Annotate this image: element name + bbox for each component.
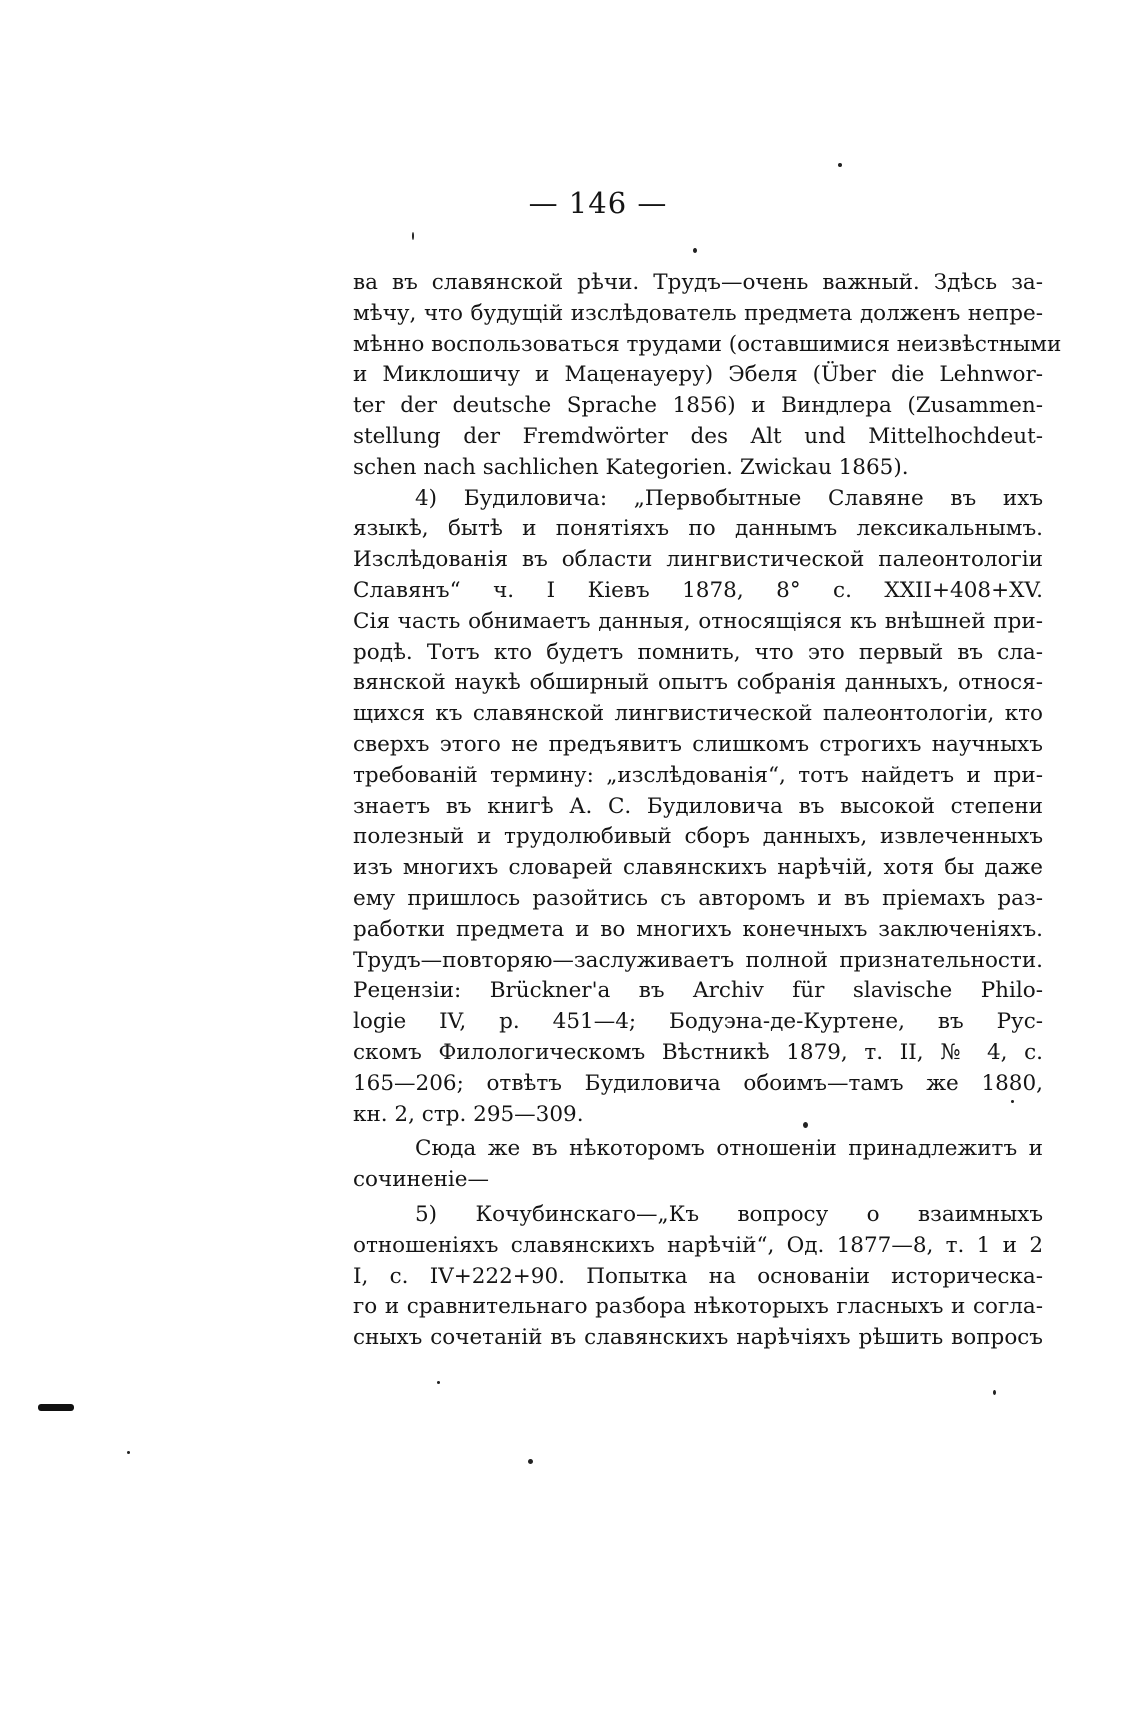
text-line: полезный и трудолюбивый сборъ данныхъ, извлеченныхъ bbox=[353, 824, 1043, 850]
text-line: Славянъ“ ч. I Кіевъ 1878, 8° с. XXII+408+XV. bbox=[353, 577, 1043, 603]
scan-speck bbox=[528, 1459, 533, 1464]
text-line: ему пришлось разойтись съ авторомъ и въ пріемахъ раз- bbox=[353, 885, 1043, 911]
text-line: Сія часть обнимаетъ данныя, относящіяся къ внѣшней при- bbox=[353, 608, 1043, 634]
text-line: вянской наукѣ обширный опытъ собранія данныхъ, относя- bbox=[353, 670, 1043, 696]
text-line: ва въ славянской рѣчи. Трудъ—очень важный. Здѣсь за- bbox=[353, 270, 1043, 295]
scan-speck bbox=[993, 1390, 996, 1395]
text-line: Изслѣдованія въ области лингвистической палеонтологіи bbox=[353, 547, 1043, 573]
text-line: языкѣ, бытѣ и понятіяхъ по даннымъ лексикальнымъ. bbox=[353, 516, 1043, 542]
text-line: 165—206; отвѣтъ Будиловича обоимъ—тамъ же 1880, bbox=[353, 1070, 1043, 1096]
scan-speck bbox=[437, 1381, 440, 1384]
text-line: Трудъ—повторяю—заслуживаетъ полной признательности. bbox=[353, 947, 1043, 973]
text-line: родѣ. Тотъ кто будетъ помнить, что это первый въ сла- bbox=[353, 639, 1043, 665]
text-line: stellung der Fremdwörter des Alt und Mittelhochdeut- bbox=[353, 423, 1043, 449]
text-line: изъ многихъ словарей славянскихъ нарѣчій, хотя бы даже bbox=[353, 855, 1043, 881]
page-number: — 146 — bbox=[528, 186, 668, 220]
text-line: щихся къ славянской лингвистической палеонтологіи, кто bbox=[353, 701, 1043, 727]
text-line: знаетъ въ книгѣ А. С. Будиловича въ высокой степени bbox=[353, 793, 1043, 819]
text-line: schen nach sachlichen Kategorien. Zwickau 1865). bbox=[353, 454, 909, 480]
scan-speck bbox=[838, 163, 842, 167]
text-line: мѣчу, что будущій изслѣдователь предмета долженъ непре- bbox=[353, 300, 1043, 326]
text-line: требованій термину: „изслѣдованія“, тотъ найдетъ и при- bbox=[353, 762, 1043, 788]
text-line: скомъ Филологическомъ Вѣстникѣ 1879, т. II, № 4, с. bbox=[353, 1039, 1043, 1065]
text-line: I, с. IV+222+90. Попытка на основаніи историческа- bbox=[353, 1263, 1043, 1289]
scan-speck bbox=[412, 232, 414, 240]
body-text bbox=[353, 268, 1062, 1354]
text-line: и Миклошичу и Маценауеру) Эбеля (Über die Lehnwor- bbox=[353, 362, 1043, 388]
text-line: го и сравнительнаго разбора нѣкоторыхъ гласныхъ и согла- bbox=[353, 1294, 1043, 1320]
paragraph-start-line: Сюда же въ нѣкоторомъ отношеніи принадлежитъ и bbox=[415, 1136, 1043, 1162]
text-line: сочиненіе— bbox=[353, 1167, 490, 1193]
text-line: ter der deutsche Sprache 1856) и Виндлера (Zusammen- bbox=[353, 393, 1043, 419]
scan-speck bbox=[693, 248, 697, 253]
text-line: работки предмета и во многихъ конечныхъ заключеніяхъ. bbox=[353, 916, 1043, 942]
paragraph-start-line: 5) Кочубинскаго—„Къ вопросу о взаимныхъ bbox=[415, 1201, 1043, 1227]
scan-speck bbox=[1011, 1100, 1014, 1103]
text-line: Рецензіи: Brückner'а въ Archiv für slavische Philo- bbox=[353, 978, 1043, 1004]
scan-speck bbox=[803, 1122, 808, 1128]
text-line: logie IV, p. 451—4; Бодуэна-де-Куртене, въ Рус- bbox=[353, 1009, 1043, 1035]
scan-mark bbox=[38, 1404, 74, 1411]
text-line: сверхъ этого не предъявитъ слишкомъ строгихъ научныхъ bbox=[353, 731, 1043, 757]
paragraph-start-line: 4) Будиловича: „Первобытные Славяне въ ихъ bbox=[415, 485, 1043, 511]
text-line: кн. 2, стр. 295—309. bbox=[353, 1101, 584, 1127]
text-line: сныхъ сочетаній въ славянскихъ нарѣчіяхъ рѣшить вопросъ bbox=[353, 1325, 1043, 1351]
text-line: мѣнно воспользоваться трудами (оставшимися неизвѣстными bbox=[353, 331, 1062, 357]
scan-speck bbox=[127, 1451, 130, 1454]
text-line: отношеніяхъ славянскихъ нарѣчій“, Од. 1877—8, т. 1 и 2 bbox=[353, 1232, 1043, 1258]
